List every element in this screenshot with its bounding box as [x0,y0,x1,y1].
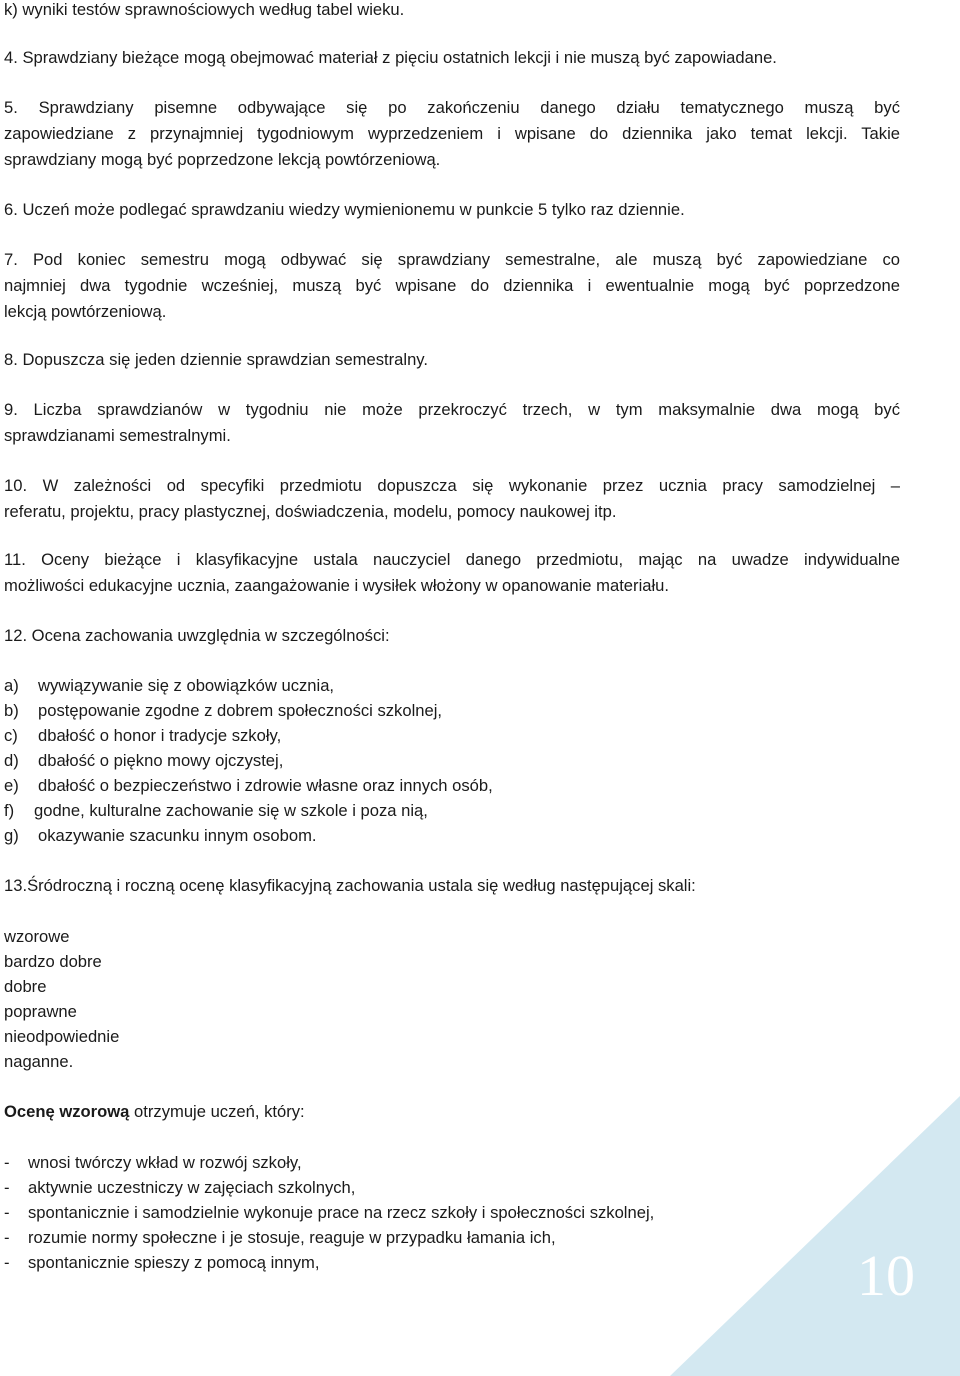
corner-decoration [670,1096,960,1376]
scale-item: wzorowe [4,927,70,946]
paragraph-5-line-2: zapowiedziane z przynajmniej tygodniowym wyprzedzeniem i wpisane do dziennika jako temat lekcji. Takie [4,124,900,143]
scale-item: nieodpowiednie [4,1027,120,1046]
paragraph-7-line-3: lekcją powtórzeniową. [4,302,167,321]
bullet-dash: - [4,1178,10,1197]
paragraph-6: 6. Uczeń może podlegać sprawdzaniu wiedzy wymienionemu w punkcie 5 tylko raz dziennie. [4,200,685,219]
bullet-text: spontanicznie spieszy z pomocą innym, [28,1253,320,1272]
criteria-item [4,751,283,771]
paragraph-7-line-2: najmniej dwa tygodnie wcześniej, muszą być wpisane do dziennika i ewentualnie mogą być poprzedzone [4,276,900,295]
bullet-item [4,1178,355,1198]
criteria-label: a) [4,676,19,695]
wzorowa-heading [4,1102,305,1122]
bullet-item [4,1228,556,1248]
bullet-text: spontanicznie i samodzielnie wykonuje prace na rzecz szkoły i społeczności szkolnej, [28,1203,655,1222]
bullet-item [4,1153,302,1173]
paragraph-4: 4. Sprawdziany bieżące mogą obejmować materiał z pięciu ostatnich lekcji i nie muszą być zapowiadane. [4,48,777,67]
criteria-label: e) [4,776,19,795]
criteria-text: wywiązywanie się z obowiązków ucznia, [38,676,335,695]
bullet-dash: - [4,1153,10,1172]
scale-item: poprawne [4,1002,77,1021]
bullet-dash: - [4,1203,10,1222]
paragraph-13: 13.Śródroczną i roczną ocenę klasyfikacyjną zachowania ustala się według następującej skali: [4,876,696,895]
criteria-text: dbałość o piękno mowy ojczystej, [38,751,284,770]
paragraph-8: 8. Dopuszcza się jeden dziennie sprawdzian semestralny. [4,350,428,369]
wzorowa-rest: otrzymuje uczeń, który: [129,1102,305,1121]
bullet-text: aktywnie uczestniczy w zajęciach szkolnych, [28,1178,356,1197]
criteria-text: godne, kulturalne zachowanie się w szkole i poza nią, [34,801,428,820]
criteria-item [4,676,334,696]
criteria-text: dbałość o honor i tradycje szkoły, [38,726,282,745]
wzorowa-bold: Ocenę wzorową [4,1102,130,1121]
criteria-label: g) [4,826,19,845]
page-number: 10 [857,1243,915,1308]
criteria-label: f) [4,801,15,820]
paragraph-5-line-1: 5. Sprawdziany pisemne odbywające się po zakończeniu danego działu tematycznego muszą być [4,98,900,117]
paragraph-11-line-1: 11. Oceny bieżące i klasyfikacyjne ustala nauczyciel danego przedmiotu, mając na uwadze indywidualne [4,550,900,569]
criteria-item [4,701,442,721]
paragraph-9-line-1: 9. Liczba sprawdzianów w tygodniu nie może przekroczyć trzech, w tym maksymalnie dwa mogą być [4,400,900,419]
criteria-text: postępowanie zgodne z dobrem społeczności szkolnej, [38,701,443,720]
scale-item: naganne. [4,1052,74,1071]
criteria-label: b) [4,701,19,720]
paragraph-11-line-2: możliwości edukacyjne ucznia, zaangażowanie i wysiłek włożony w opanowanie materiału. [4,576,670,595]
criteria-item [4,826,317,846]
scale-item: bardzo dobre [4,952,102,971]
paragraph-10-line-1: 10. W zależności od specyfiki przedmiotu dopuszcza się wykonanie przez ucznia pracy samodzielnej – [4,476,900,495]
criteria-item [4,801,428,821]
bullet-text: rozumie normy społeczne i je stosuje, reaguje w przypadku łamania ich, [28,1228,556,1247]
bullet-dash: - [4,1228,10,1247]
criteria-text: dbałość o bezpieczeństwo i zdrowie własne oraz innych osób, [38,776,493,795]
bullet-item [4,1253,319,1273]
bullet-text: wnosi twórczy wkład w rozwój szkoły, [28,1153,302,1172]
criteria-item [4,776,493,796]
paragraph-9-line-2: sprawdzianami semestralnymi. [4,426,231,445]
paragraph-12: 12. Ocena zachowania uwzględnia w szczególności: [4,626,390,645]
bullet-dash: - [4,1253,10,1272]
paragraph-10-line-2: referatu, projektu, pracy plastycznej, doświadczenia, modelu, pomocy naukowej itp. [4,502,617,521]
item-k: k) wyniki testów sprawnościowych według tabel wieku. [4,0,405,19]
criteria-text: okazywanie szacunku innym osobom. [38,826,317,845]
paragraph-5-line-3: sprawdziany mogą być poprzedzone lekcją powtórzeniową. [4,150,441,169]
scale-item: dobre [4,977,47,996]
bullet-item [4,1203,654,1223]
criteria-label: c) [4,726,18,745]
criteria-item [4,726,281,746]
paragraph-7-line-1: 7. Pod koniec semestru mogą odbywać się sprawdziany semestralne, ale muszą być zapowiedziane co [4,250,900,269]
criteria-label: d) [4,751,19,770]
